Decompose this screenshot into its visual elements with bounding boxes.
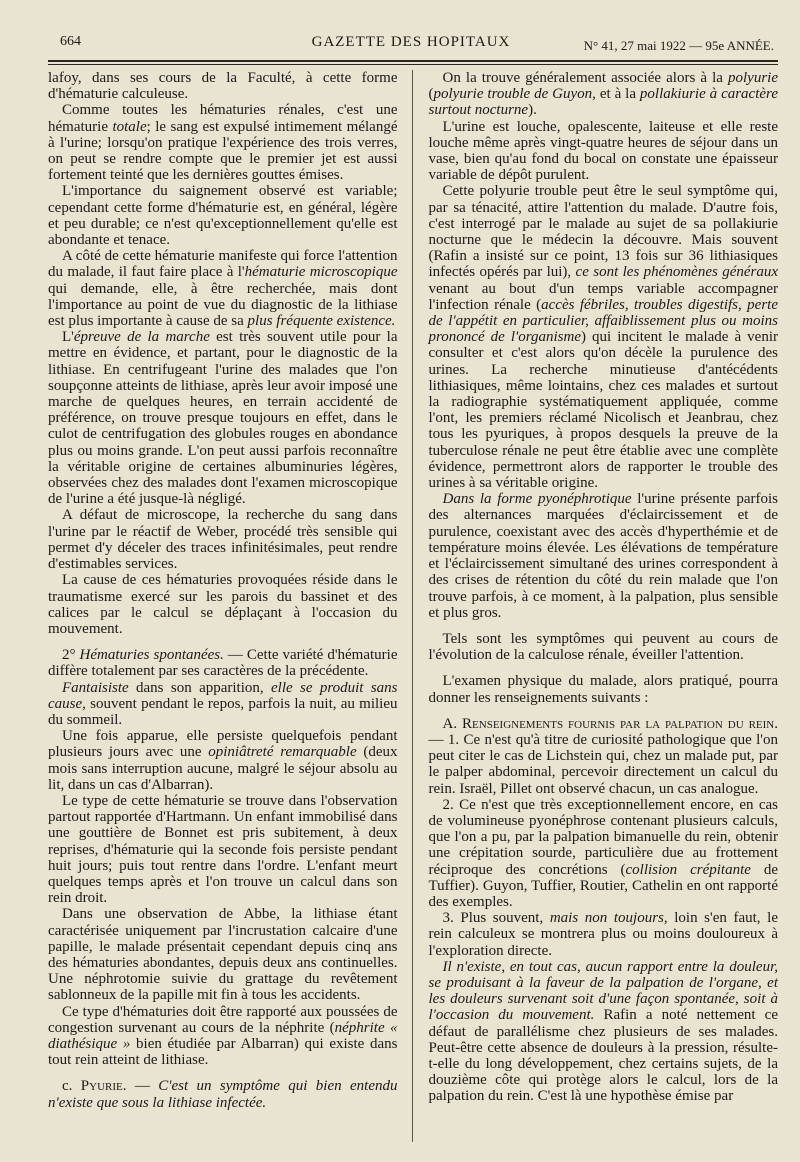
paragraph: L'importance du saignement observé est variable; cependant cette forme d'hématurie est, en général, légère et peu durable; ce n'est qu'exceptionnellement qu'elle est abondante et tenace.: [48, 183, 398, 249]
paragraph: A défaut de microscope, la recherche du sang dans l'urine par le réactif de Weber, procédé très sensible qui permet d'y déceler des traces infinitésimales, peut rendre d'estimables services.: [48, 507, 398, 573]
paragraph: Tels sont les symptômes qui peuvent au cours de l'évolution de la calculose rénale, éveiller l'attention.: [428, 630, 778, 664]
page-number: 664: [60, 34, 81, 49]
running-header: [48, 0, 774, 60]
paragraph: 2. Ce n'est que très exceptionnellement encore, en cas de volumineuse pyonéphrose contenant plusieurs calculs, que l'on a pu, par la palpation bimanuelle du rein, obtenir une crépitation sourde, particulière due au frottement réciproque des concrétions (collision crépitante de Tuffier). Guyon, Tuffier, Routier, Cathelin en ont rapporté des exemples.: [428, 796, 778, 910]
paragraph: A côté de cette hématurie manifeste qui force l'attention du malade, il faut faire place à l'hématurie microscopique qui demande, elle, à être recherchée, mais dont l'importance au point de vue du diagnostic de la lithiase est plus importante à cause de sa plus fréquente existence.: [48, 248, 398, 330]
section-heading-paragraph: c. Pyurie. — C'est un symptôme qui bien entendu n'existe que sous la lithiase infectée.: [48, 1078, 398, 1111]
paragraph: Une fois apparue, elle persiste quelquefois pendant plusieurs jours avec une opiniâtreté remarquable (deux mois sans interruption aucune, malgré le séjour absolu au lit, dans un cas d'Albarran).: [48, 728, 398, 793]
paragraph: Il n'existe, en tout cas, aucun rapport entre la douleur, se produisant à la faveur de la palpation de l'organe, et les douleurs survenant soit d'une façon spontanée, soit à l'occasion du mouvement. Rafin a noté nettement ce défaut de parallélisme chez plusieurs de ses malades. Peut-être cette absence de douleurs à la pression, résulte-t-elle du long développement, chez certains sujets, de la douzième côte qui protège alors le calcul, lors de la palpation du rein. C'est là une hypothèse émise par: [428, 958, 778, 1105]
section-heading-paragraph: 2° Hématuries spontanées. — Cette variété d'hématurie diffère totalement par ses caractères de la précédente.: [48, 647, 398, 680]
paragraph: Dans une observation de Abbe, la lithiase étant caractérisée uniquement par l'incrustation calcaire d'une papille, le malade présentait cependant depuis cinq ans des hématuries abondantes, depuis deux ans continuelles. Une néphrotomie suivie du grattage du revêtement sablonneux de la papille mit fin à tous les accidents.: [48, 906, 398, 1004]
paragraph: L'examen physique du malade, alors pratiqué, pourra donner les renseignements suivants :: [428, 673, 778, 706]
header-rule-thin: [48, 64, 778, 65]
left-column: [48, 70, 412, 1142]
paragraph: L'urine est louche, opalescente, laiteuse et elle reste louche même après vingt-quatre heures de séjour dans un vase, bien qu'au fond du bocal on constate une épaisseur variable de dépôt purulent.: [428, 118, 778, 184]
section-heading-paragraph: A. Renseignements fournis par la palpation du rein. — 1. Ce n'est qu'à titre de curiosité pathologique que l'on peut citer le cas de Lichstein qui, chez un malade put, par le palper abdominal, percevoir directement un calcul du rein. Israël, Pillet ont observé chacun, un cas analogue.: [428, 715, 778, 797]
paragraph: Ce type d'hématuries doit être rapporté aux poussées de congestion survenant au cours de la néphrite (néphrite « diathésique » bien étudiée par Albarran) qui existe dans tout rein atteint de lithiase.: [48, 1003, 398, 1069]
paragraph: Dans la forme pyonéphrotique l'urine présente parfois des alternances marquées d'éclaircissement et de purulence, coexistant avec des accès d'hyperthémie et de température moins élevée. Les élévations de température et l'éclaircissement simultané des urines correspondent à des crises de rétention du côté du rein malade que l'on trouve parfois, à ce moment, à la palpation, plus sensible et plus gros.: [428, 491, 778, 621]
paragraph: lafoy, dans ses cours de la Faculté, à cette forme d'hématurie calculeuse.: [48, 70, 398, 103]
paragraph: L'épreuve de la marche est très souvent utile pour la mettre en évidence, et partant, pour le diagnostic de la lithiase. En centrifugeant l'urine des malades que l'on soupçonne atteints de lithiase, après leur avoir imposé une marche de quelques heures, en terrain accidenté de préférence, on trouve presque toujours en effet, dans le culot de centrifugation des globules rouges en abondance plus ou moins grande. L'on peut aussi parfois reconnaître la véritable origine de certaines albuminuries légères, observées chez des malades dont l'examen microscopique de l'urine a été jusque-là négligé.: [48, 329, 398, 508]
paragraph: On la trouve généralement associée alors à la polyurie (polyurie trouble de Guyon, et à la pollakiurie à caractère surtout nocturne).: [428, 70, 778, 119]
paragraph: Le type de cette hématurie se trouve dans l'observation partout rapportée d'Hartmann. Un enfant immobilisé dans une gouttière de Bonnet est pris subitement, à deux reprises, d'hématurie qui la seconde fois persiste pendant huit jours; puis tout rentre dans l'ordre. L'enfant meurt quelques temps après et l'on trouve un calcul dans son rein droit.: [48, 792, 398, 907]
journal-title: GAZETTE DES HOPITAUX: [311, 34, 511, 50]
paragraph: Comme toutes les hématuries rénales, c'est une hématurie totale; le sang est expulsé intimement mélangé à l'urine; lorsqu'on pratique l'expérience des trois verres, on peut se rendre compte que le premier jet est aussi fortement teinté que les dernières gouttes émises.: [48, 102, 398, 184]
issue-info: N° 41, 27 mai 1922 — 95e ANNÉE.: [583, 38, 774, 53]
right-column: [412, 70, 779, 1142]
text-columns: [48, 70, 778, 1142]
paragraph: La cause de ces hématuries provoquées réside dans le traumatisme exercé sur les parois du bassinet et des calices par le calcul se déplaçant à l'occasion du mouvement.: [48, 572, 398, 637]
header-rule: [48, 60, 778, 62]
paragraph: 3. Plus souvent, mais non toujours, loin s'en faut, le rein calculeux se montrera plus ou moins douloureux à l'exploration directe.: [428, 910, 778, 959]
paragraph: Cette polyurie trouble peut être le seul symptôme qui, par sa ténacité, attire l'attention du malade. D'autre fois, c'est interrogé par le malade au sujet de sa pollakiurie nocturne que le médecin la découvre. Mais souvent (Rafin a insisté sur ce point, 13 fois sur 36 lithiasiques infectés opérés par lui), ce sont les phénomènes généraux venant au bout d'un temps variable accompagner l'infection rénale (accès fébriles, troubles digestifs, perte de l'appétit en particulier, affaiblissement plus ou moins prononcé de l'organisme) qui incitent le malade à venir consulter et c'est alors qu'on décèle la purulence des urines. La recherche minutieuse d'antécédents lithiasiques, même lointains, chez ces malades et surtout la radiographie systématiquement appliquée, comme l'ont, les premiers réclamé Nicolisch et Jeanbrau, chez tous les pyuriques, à propos desquels la preuve de la tuberculose rénale ne peut être établie avec une complète évidence, permettront alors de rapporter le trouble des urines à sa véritable origine.: [428, 183, 779, 492]
paragraph: Fantaisiste dans son apparition, elle se produit sans cause, souvent pendant le repos, parfois la nuit, au milieu du sommeil.: [48, 679, 398, 728]
